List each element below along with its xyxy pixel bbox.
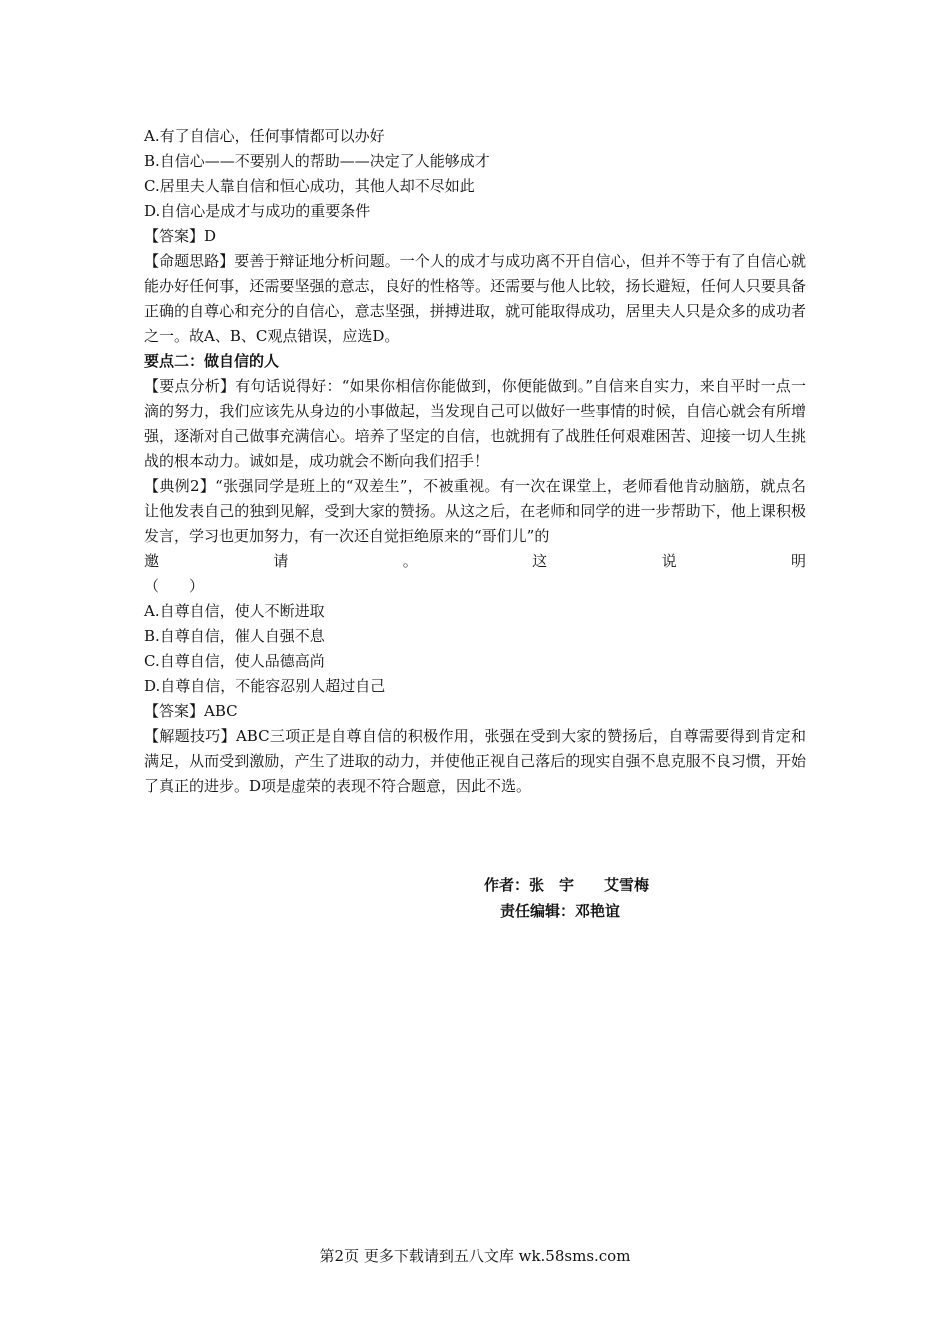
section2-heading: 要点二：做自信的人 [144, 352, 280, 370]
q2-answer-blank: （ ） [144, 577, 205, 595]
section2-analysis: 【要点分析】有句话说得好：“如果你相信你能做到，你便能做到。”自信来自实力，来自平时一点一滴的努力，我们应该先从身边的小事做起，当发现自己可以做好一些事情的时候，自信心就会有所增强，逐渐对自己做事充满信心。培养了坚定的自信，也就拥有了战胜任何艰难困苦、迎接一切人生挑战的根本动力。诚如是，成功就会不断向我们招手！ [144, 377, 806, 470]
q1-analysis: 【命题思路】要善于辩证地分析问题。一个人的成才与成功离不开自信心，但并不等于有了自信心就能办好任何事，还需要坚强的意志，良好的性格等。还需要与他人比较，扬长避短，任何人只要具备正确的自尊心和充分的自信心，意志坚强，拼搏进取，就可能取得成功，居里夫人只是众多的成功者之一。故A、B、C观点错误，应选D。 [144, 252, 806, 345]
q2-stem-char: 这 [532, 552, 548, 570]
document-body [144, 124, 806, 799]
q2-tips: 【解题技巧】ABC三项正是自尊自信的积极作用，张强在受到大家的赞扬后，自尊需要得到肯定和满足，从而受到激励，产生了进取的动力，并使他正视自己落后的现实自强不息克服不良习惯，开始了真正的进步。D项是虚荣的表现不符合题意，因此不选。 [144, 727, 806, 795]
q2-option-b: B.自尊自信，催人自强不息 [144, 627, 325, 645]
q2-stem: 【典例2】“张强同学是班上的“双差生”，不被重视。有一次在课堂上，老师看他肯动脑筋，就点名让他发表自己的独到见解，受到大家的赞扬。从这之后，在老师和同学的进一步帮助下，他上课积极发言，学习也更加努力，有一次还自觉拒绝原来的“哥们儿”的 [144, 477, 806, 545]
q2-answer: 【答案】ABC [144, 702, 238, 720]
signature-block [484, 872, 784, 924]
q1-option-d: D.自信心是成才与成功的重要条件 [144, 202, 371, 220]
q2-stem-char: 请 [273, 552, 289, 570]
q1-option-c: C.居里夫人靠自信和恒心成功，其他人却不尽如此 [144, 177, 475, 195]
author-line: 作者：张 宇 艾雪梅 [484, 876, 650, 894]
q2-stem-spread-line [144, 549, 806, 574]
q2-stem-char: 明 [790, 552, 806, 570]
q1-option-a: A.有了自信心，任何事情都可以办好 [144, 127, 385, 145]
q2-stem-char: 。 [402, 552, 418, 570]
page-footer: 第2页 更多下载请到五八文库 wk.58sms.com [319, 1247, 631, 1265]
q2-option-c: C.自尊自信，使人品德高尚 [144, 652, 325, 670]
q2-stem-char: 邀 [144, 552, 160, 570]
q2-option-a: A.自尊自信，使人不断进取 [144, 602, 325, 620]
q2-option-d: D.自尊自信，不能容忍别人超过自己 [144, 677, 386, 695]
editor-line: 责任编辑：邓艳谊 [500, 902, 621, 920]
q2-stem-char: 说 [661, 552, 677, 570]
q1-option-b: B.自信心——不要别人的帮助——决定了人能够成才 [144, 152, 490, 170]
q1-answer: 【答案】D [144, 227, 217, 245]
